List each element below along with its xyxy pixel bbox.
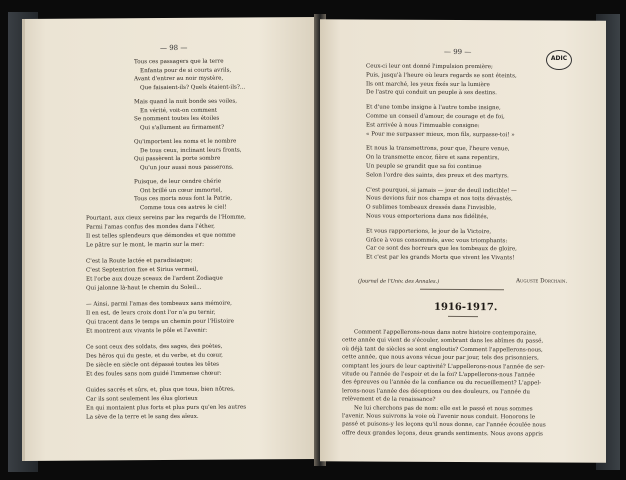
text-line: Ceux-ci leur ont donné l'impulsion première;: [366, 63, 493, 71]
text-line: Que faisaient-ils? Quels étaient-ils?...: [140, 83, 246, 91]
text-line: « Pour me surpasser mieux, mon fils, surpasse-toi! »: [366, 131, 515, 138]
text-line: C'est Septentrion fixe et Sirius vermeil,: [86, 266, 199, 274]
text-line: Qui tracent dans le temps un chemin pour l'Histoire: [86, 318, 234, 326]
text-line: Mais quand la nuit bonde ses voiles,: [134, 98, 238, 106]
text-line: Comme un conseil d'amour, de courage et de foi,: [366, 113, 505, 121]
text-line: Le pâtre sur le mont, le marin sur la mer:: [86, 242, 204, 249]
text-line: Ils ont marché, les yeux fixés sur la lumière: [366, 81, 490, 88]
text-line: Et montrent aux vivants le pôle et l'avenir:: [86, 327, 208, 335]
text-line: Et des foules sans nom guidé l'immense chœur:: [86, 370, 222, 378]
text-line: Et vous rapporterions, le jour de la Victoire,: [366, 228, 492, 235]
separator-rule: [448, 316, 478, 317]
text-line: Et c'est par les grands Morts que vivent les Vivants!: [366, 254, 515, 262]
text-line: Puis, jusqu'à l'heure où leurs regards se sont éteints,: [366, 72, 517, 80]
section-heading: 1916-1917.: [434, 301, 498, 314]
left-page: [22, 17, 318, 461]
page-number: — 99 —: [444, 47, 472, 57]
text-line: Car ce sont des horreurs que les tombeaux de gloire,: [366, 245, 517, 253]
library-stamp: [546, 50, 572, 70]
text-line: cette année qui vient de s'écouler, sombrant dans les abîmes du passé,: [342, 337, 544, 345]
text-line: Il est telles splendeurs que démondes et que nomme: [86, 232, 236, 240]
separator-rule: [420, 289, 504, 290]
text-line: En qui montaient plus forts et plus purs qu'en les autres: [86, 404, 247, 412]
text-line: passé et puisons-y les leçons qu'il nous donne, car l'année écoulée nous: [342, 421, 546, 429]
text-line: Tous ces passagers que la terre: [134, 58, 224, 66]
text-line: C'est pourquoi, si jamais — jour de deuil indicible! —: [366, 187, 517, 194]
text-line: Des héros qui du geste, et du verbe, et du cœur,: [86, 352, 223, 360]
text-line: Se nomment toutes les étoiles: [134, 115, 220, 123]
text-line: — Ainsi, parmi l'amas des tombeaux sans mémoire,: [86, 300, 232, 308]
text-line: Puisque, de leur cendre chérie: [134, 178, 222, 186]
text-line: Selon l'ordre des saints, des preux et des martyrs.: [366, 172, 509, 180]
text-line: Qu'un jour aussi nous passerons.: [140, 164, 234, 171]
text-line: Qui s'allument au firmament?: [140, 124, 225, 131]
page-number: — 98 —: [160, 43, 188, 53]
text-line: comptant les jours de leur captivité? L'appellerons-nous l'année de ser-: [342, 362, 545, 371]
right-page: [320, 19, 606, 462]
text-line: Et d'une tombe insigne à l'autre tombe insigne,: [366, 104, 501, 112]
author-signature: Auguste Dorchain.: [516, 278, 568, 285]
text-line: O sublimes tombeaux dressés dans l'invisible,: [366, 204, 497, 212]
text-line: C'est la Route lactée et paradisiaque;: [86, 257, 193, 265]
text-line: Qui jalonne là-haut le chemin du Soleil...: [86, 284, 202, 292]
text-line: En vérité, voit-on comment: [140, 107, 217, 114]
text-line: Guides sacrés et sûrs, et, plus que tous, bien nôtres,: [86, 386, 235, 394]
text-line: vitude ou l'année de l'espoir et de la foi? L'appellerons-nous l'année: [342, 371, 535, 379]
text-line: Nous devions fuir nos champs et nos toits dévastés,: [366, 195, 513, 203]
text-line: Nous vous emporterions dans nos fidélités,: [366, 213, 489, 221]
text-line: Tous ces morts nous font la Patrie,: [134, 195, 233, 203]
text-line: Qui passèrent la porte sombre: [134, 155, 221, 163]
text-line: Qu'importent les noms et le nombre: [134, 138, 237, 146]
text-line: Avant d'entrer au noir mystère,: [134, 75, 224, 83]
text-line: offre deux grandes leçons, deux grands sentiments. Nous avons appris: [342, 430, 543, 438]
text-line: lerons-nous l'année des déceptions ou des douleurs, ou l'année du: [342, 388, 530, 396]
text-line: On la transmette encor, fière et sans repentirs,: [366, 154, 500, 162]
text-line: Et nous la transmettrons, pour que, l'heure venue,: [366, 145, 510, 153]
text-line: Parmi l'amas confus des mondes dans l'éther,: [86, 223, 215, 231]
text-line: relèvement et de la renaissance?: [342, 396, 436, 404]
text-line: Est arrivée à nous l'immuable consigne:: [366, 122, 480, 129]
text-line: où déjà tant de siècles se sont engloutis? Comment l'appellerons-nous,: [342, 346, 543, 354]
text-line: Grâce à vous consommés, avec vous triomphants:: [366, 237, 508, 244]
text-line: La sève de la terre et le sang des aïeux.: [86, 413, 199, 421]
text-line: De siècle en siècle ont dépassé toutes les têtes: [86, 361, 220, 369]
text-line: Ont brillé un cœur immortel,: [140, 187, 223, 194]
text-line: De tous ceux, inclinant leurs fronts,: [140, 147, 242, 154]
text-line: des épreuves ou l'année de la confiance ou du recueillement? L'appel-: [342, 379, 542, 387]
text-line: cette année, que nous avons vécue jour par jour, tels des prisonniers,: [342, 354, 539, 362]
text-line: Un peuple se grandit que sa foi continue: [366, 163, 482, 171]
text-line: De l'astre qui conduit un peuple à ses destins.: [366, 89, 497, 97]
text-line: Comment l'appellerons-nous dans notre histoire contemporaine,: [354, 329, 537, 337]
text-line: Car ils sont seulement les élus glorieux: [86, 395, 198, 403]
text-line: l'avenir. Nous suivrons la voie où l'avenir nous conduit. Honorons le: [342, 413, 536, 421]
text-line: Et l'orbe aux douze sceaux de l'ardent Zodiaque: [86, 275, 223, 283]
text-line: Ce sont ceux des soldats, des sages, des poètes,: [86, 343, 223, 351]
text-line: Ne lui cherchons pas de nom: elle est le passé et nous sommes: [354, 405, 533, 412]
text-line: Pourtant, aux cieux sereins par les regards de l'Homme,: [86, 214, 246, 222]
page-edge: [22, 19, 25, 461]
text-line: Comme tous ces astres le ciel!: [140, 204, 227, 211]
text-line: Il en est, de leurs croix dont l'or n'a pu ternir,: [86, 309, 216, 317]
source-citation: (Journal de l'Univ. des Annales.): [358, 278, 440, 285]
stamp-label: ADIC: [550, 55, 568, 62]
text-line: Enfanta pour de si courts avrils,: [140, 67, 232, 74]
